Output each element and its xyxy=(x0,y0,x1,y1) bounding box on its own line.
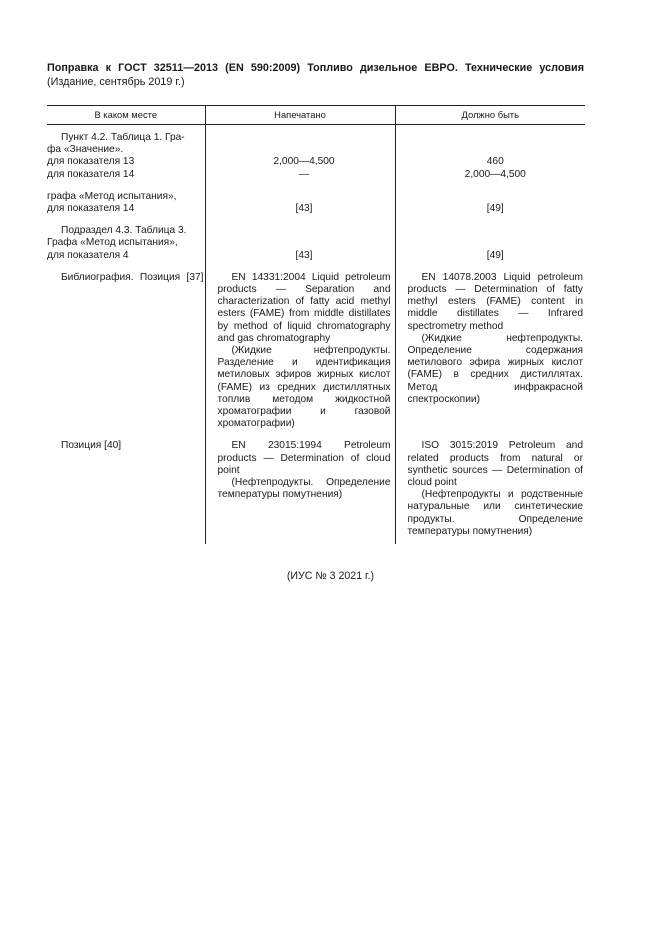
table-header-row xyxy=(47,106,585,125)
cell-where xyxy=(47,181,205,215)
document-title xyxy=(47,61,584,89)
printed-ref: [43] xyxy=(295,249,313,261)
amendment-table xyxy=(47,105,585,544)
printed-value-14: — xyxy=(298,168,310,180)
table-row xyxy=(47,125,585,181)
correct-citation-ru: (Жидкие нефтепродукты. Определение содержания метилового эфира жирных кислот (FAME) в средних дистиллятах. Метод инфракрасной спектроскопии) xyxy=(407,332,583,405)
header-printed: Напечатано xyxy=(205,106,395,125)
text-paragraph: Позиция [40] xyxy=(61,440,122,452)
table-row xyxy=(47,262,585,431)
printed-value-13: 2,000—4,500 xyxy=(273,156,335,168)
text-line: для показателя 14 xyxy=(47,203,135,215)
correct-ref: [49] xyxy=(486,249,504,261)
table-row xyxy=(47,430,585,544)
header-where: В каком месте xyxy=(47,106,205,125)
cell-printed xyxy=(205,181,395,215)
cell-correct xyxy=(395,181,585,215)
printed-citation-en: EN 14331:2004 Liquid petroleum products — Separation and characterization of fatty acid methyl esters (FAME) from middle distillates by method of liquid chromatography and gas chromatography xyxy=(217,271,391,344)
header-correct: Должно быть xyxy=(395,106,585,125)
text-line: Подраздел 4.3. Таблица 3. xyxy=(61,225,187,237)
correct-value-13: 460 xyxy=(486,156,504,168)
cell-where xyxy=(47,262,205,431)
cell-printed xyxy=(205,430,395,544)
cell-correct xyxy=(395,125,585,181)
text-line: фа «Значение». xyxy=(47,144,124,156)
publication-note: (ИУС № 3 2021 г.) xyxy=(286,570,375,582)
edition-note: (Издание, сентябрь 2019 г.) xyxy=(47,76,185,88)
table-row xyxy=(47,181,585,215)
table-row xyxy=(47,215,585,262)
text-line: графа «Метод испытания», xyxy=(47,190,177,202)
printed-ref: [43] xyxy=(295,203,313,214)
printed-citation-ru: (Жидкие нефтепродукты. Разделение и идентификация метиловых эфиров жирных кислот (FAME) из средних дистиллятных топлив методом жидкостной хроматографии и газовой хроматографии) xyxy=(217,345,391,430)
cell-correct xyxy=(395,430,585,544)
text-line: Графа «Метод испытания», xyxy=(47,237,178,249)
correct-citation-ru: (Нефтепродукты и родственные натуральные или синтетические продукты. Определение температуры помутнения) xyxy=(407,489,583,537)
cell-printed xyxy=(205,262,395,431)
text-paragraph: Библиография. Позиция [37] xyxy=(61,271,204,283)
correct-ref: [49] xyxy=(486,203,504,214)
text-line: для показателя 4 xyxy=(47,249,129,261)
cell-correct xyxy=(395,215,585,262)
correct-citation-en: EN 14078.2003 Liquid petroleum products — Determination of fatty methyl esters (FAME) content in middle distillates — Infrared spectrometry method xyxy=(407,271,583,332)
printed-citation-ru: (Нефтепродукты. Определение температуры помутнения) xyxy=(217,477,391,501)
cell-printed xyxy=(205,215,395,262)
cell-correct xyxy=(395,262,585,431)
printed-citation-en: EN 23015:1994 Petroleum products — Determination of cloud point xyxy=(217,440,391,476)
correct-citation-en: ISO 3015:2019 Petroleum and related products from natural or synthetic sources — Determination of cloud point xyxy=(407,440,583,489)
text-line: для показателя 13 xyxy=(47,156,135,168)
correct-value-14: 2,000—4,500 xyxy=(464,168,526,180)
cell-where xyxy=(47,430,205,544)
cell-printed xyxy=(205,125,395,181)
amendment-heading: Поправка к ГОСТ 32511—2013 (EN 590:2009) Топливо дизельное ЕВРО. Технические условия xyxy=(47,62,584,74)
text-line: для показателя 14 xyxy=(47,168,135,180)
cell-where xyxy=(47,215,205,262)
cell-where xyxy=(47,125,205,181)
text-line: Пункт 4.2. Таблица 1. Гра- xyxy=(61,132,185,143)
